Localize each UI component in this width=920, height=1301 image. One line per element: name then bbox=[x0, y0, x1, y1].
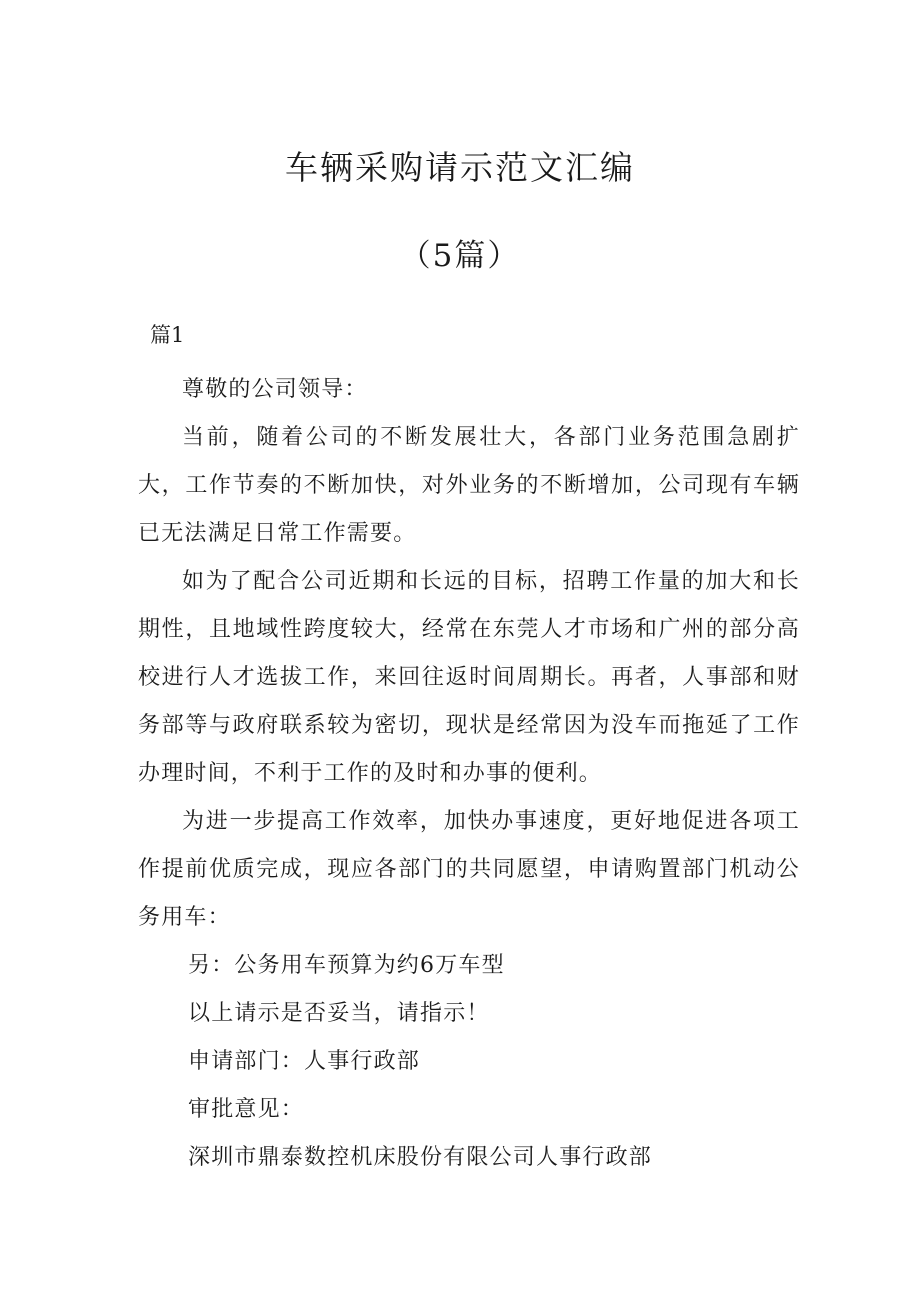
approval-opinion: 审批意见： bbox=[188, 1097, 305, 1122]
signature-line: 深圳市鼎泰数控机床股份有限公司人事行政部 bbox=[188, 1145, 653, 1170]
document-body bbox=[138, 366, 800, 1182]
paragraph-2: 如为了配合公司近期和长远的目标，招聘工作量的加大和长期性，且地域性跨度较大，经常在东莞人才市场和广州的部分高校进行人才选拔工作，来回往返时间周期长。再者，人事部和财务部等与政府联系较为密切，现状是经常因为没车而拖延了工作办理时间，不利于工作的及时和办事的便利。 bbox=[138, 569, 800, 786]
document-subtitle: （5篇） bbox=[399, 238, 521, 274]
paragraph-1: 当前，随着公司的不断发展壮大，各部门业务范围急剧扩大，工作节奏的不断加快，对外业务的不断增加，公司现有车辆已无法满足日常工作需要。 bbox=[138, 425, 800, 546]
section-label: 篇1 bbox=[150, 323, 185, 347]
paragraph-3: 为进一步提高工作效率，加快办事速度，更好地促进各项工作提前优质完成，现应各部门的共同愿望，申请购置部门机动公务用车： bbox=[138, 809, 800, 930]
applicant-department: 申请部门：人事行政部 bbox=[188, 1049, 421, 1074]
document-title: 车辆采购请示范文汇编 bbox=[285, 148, 635, 187]
budget-note: 另：公务用车预算为约6万车型 bbox=[188, 953, 505, 978]
salutation: 尊敬的公司领导： bbox=[182, 377, 368, 402]
closing-line: 以上请示是否妥当，请指示！ bbox=[188, 1001, 490, 1026]
